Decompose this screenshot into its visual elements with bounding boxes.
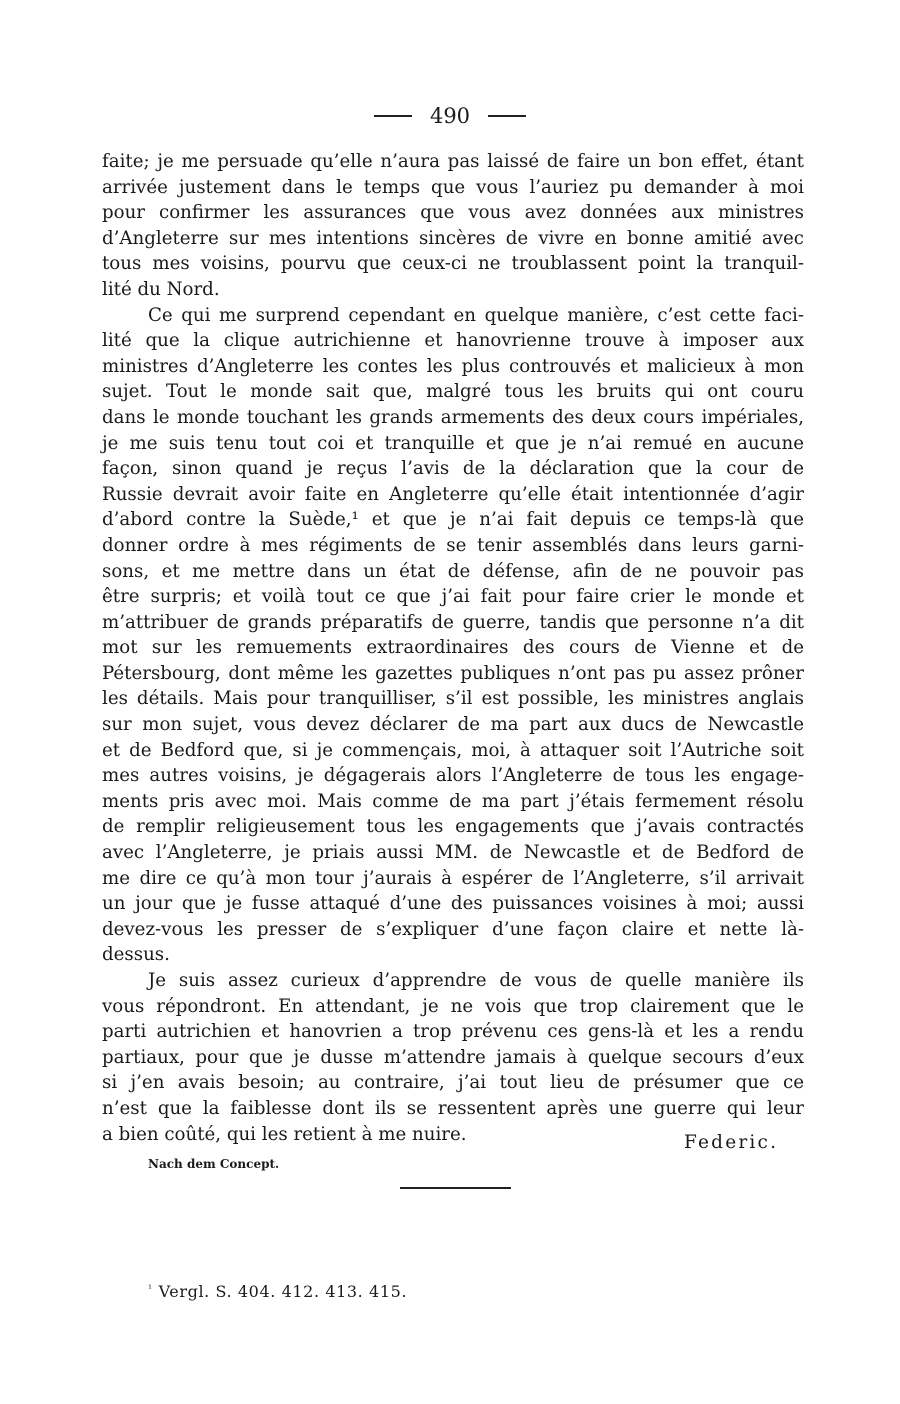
closing-rule: [400, 1187, 511, 1189]
text-line: un jour que je fusse attaqué d’une des puissances voisines à moi; aussi: [102, 893, 804, 915]
text-line: m’attribuer de grands préparatifs de guerre, tandis que personne n’a dit: [102, 611, 804, 633]
page-header: [0, 101, 900, 131]
page-number: 490: [429, 104, 471, 128]
text-line: partiaux, pour que je dusse m’attendre jamais à quelque secours d’eux: [102, 1046, 804, 1068]
text-line: Pétersbourg, dont même les gazettes publiques n’ont pas pu assez prôner: [102, 662, 804, 684]
text-line: les détails. Mais pour tranquilliser, s’il est possible, les ministres anglais: [102, 688, 804, 710]
text-line: Je suis assez curieux d’apprendre de vous de quelle manière ils: [148, 970, 804, 991]
text-line: être surpris; et voilà tout ce que j’ai fait pour faire crier le monde et: [102, 586, 804, 608]
text-line: avec l’Angleterre, je priais aussi MM. de Newcastle et de Bedford de: [102, 842, 804, 864]
text-line: dessus.: [102, 944, 170, 966]
text-line: dans le monde touchant les grands armements des deux cours impériales,: [102, 406, 804, 428]
text-line: mot sur les remuements extraordinaires des cours de Vienne et de: [102, 637, 804, 659]
text-line: tous mes voisins, pourvu que ceux-ci ne troublassent point la tranquil-: [102, 253, 804, 275]
text-line: faite; je me persuade qu’elle n’aura pas laissé de faire un bon effet, étant: [102, 151, 804, 172]
paragraph: [102, 968, 804, 1147]
text-line: me dire ce qu’à mon tour j’aurais à espérer de l’Angleterre, s’il arrivait: [102, 867, 804, 889]
paragraph: [102, 303, 804, 968]
text-line: et de Bedford que, si je commençais, moi, à attaquer soit l’Autriche soit: [102, 739, 804, 761]
footnote-text: Vergl. S. 404. 412. 413. 415.: [158, 1282, 408, 1301]
text-line: de remplir religieusement tous les engagements que j’avais contractés: [102, 816, 804, 838]
text-line: d’Angleterre sur mes intentions sincères de vivre en bonne amitié avec: [102, 227, 804, 249]
text-line: vous répondront. En attendant, je ne vois que trop clairement que le: [102, 995, 804, 1017]
text-line: sur mon sujet, vous devez déclarer de ma part aux ducs de Newcastle: [102, 714, 804, 736]
text-line: je me suis tenu tout coi et tranquille et que je n’ai remué en aucune: [102, 432, 804, 454]
text-line: pour confirmer les assurances que vous avez données aux ministres: [102, 202, 804, 224]
text-line: Russie devrait avoir faite en Angleterre qu’elle était intentionnée d’agir: [102, 483, 804, 505]
text-line: lité du Nord.: [102, 278, 220, 300]
text-line: façon, sinon quand je reçus l’avis de la déclaration que la cour de: [102, 458, 804, 480]
letter-body: [102, 149, 804, 1147]
paragraph: [102, 149, 804, 303]
text-line: ministres d’Angleterre les contes les plus controuvés et malicieux à mon: [102, 355, 804, 377]
header-rule-left: [374, 115, 412, 116]
text-line: d’abord contre la Suède,¹ et que je n’ai fait depuis ce temps-là que: [102, 509, 804, 531]
text-line: mes autres voisins, je dégagerais alors l’Angleterre de tous les engage-: [102, 765, 804, 787]
signature: Federic.: [684, 1132, 779, 1153]
footnote-marker: ¹: [148, 1284, 153, 1295]
text-line: n’est que la faiblesse dont ils se ressentent après une guerre qui leur: [102, 1097, 804, 1119]
text-line: arrivée justement dans le temps que vous l’auriez pu demander à moi: [102, 176, 804, 198]
text-line: Ce qui me surprend cependant en quelque manière, c’est cette faci-: [148, 304, 804, 326]
text-line: si j’en avais besoin; au contraire, j’ai tout lieu de présumer que ce: [102, 1072, 804, 1094]
text-line: parti autrichien et hanovrien a trop prévenu ces gens-là et les a rendu: [102, 1021, 804, 1043]
text-line: ments pris avec moi. Mais comme de ma part j’étais fermement résolu: [102, 790, 804, 812]
text-line: donner ordre à mes régiments de se tenir assemblés dans leurs garni-: [102, 534, 804, 556]
text-line: a bien coûté, qui les retient à me nuire.: [102, 1123, 467, 1145]
text-line: devez-vous les presser de s’expliquer d’une façon claire et nette là-: [102, 918, 804, 940]
text-line: sujet. Tout le monde sait que, malgré tous les bruits qui ont couru: [102, 381, 804, 403]
text-line: sons, et me mettre dans un état de défense, afin de ne pouvoir pas: [102, 560, 804, 582]
footnote: [148, 1279, 407, 1303]
text-line: lité que la clique autrichienne et hanovrienne trouve à imposer aux: [102, 330, 804, 352]
header-rule-right: [488, 115, 526, 116]
source-note: Nach dem Concept.: [148, 1157, 280, 1171]
